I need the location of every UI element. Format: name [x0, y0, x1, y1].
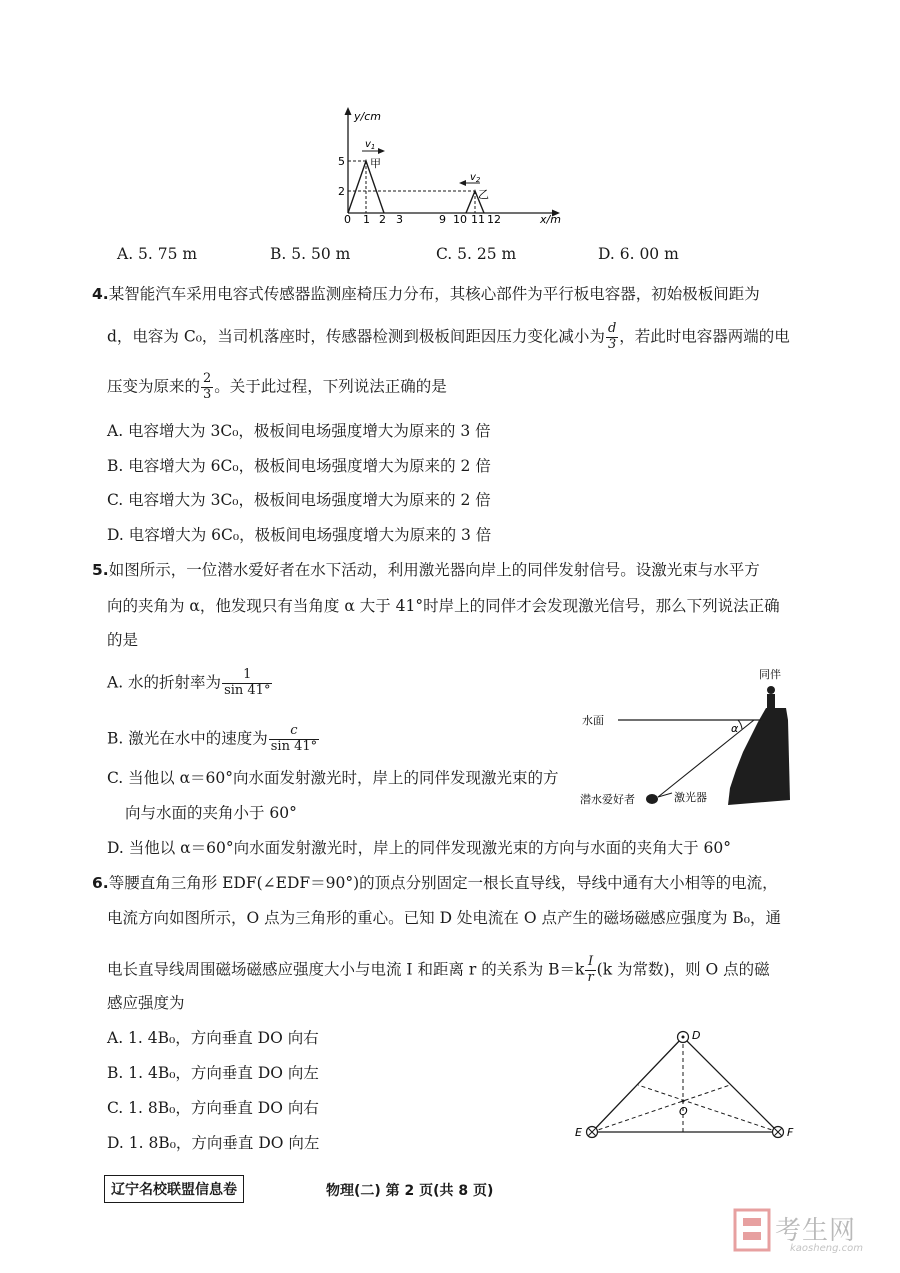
q5-option-b: B. 激光在水中的速度为 $\frac{c}{\sin 41^\circ}$	[107, 723, 318, 754]
footer-page-info: 物理(二) 第 2 页(共 8 页)	[326, 1183, 494, 1199]
q4-fraction-23: $\frac{2}{3}$	[203, 371, 212, 402]
v2-label: v	[470, 172, 476, 183]
q6-stem-line2: 电流方向如图所示，O 点为三角形的重心。已知 D 处电流在 O 点产生的磁场磁感应强度为 B₀，通	[107, 909, 782, 927]
v2-sub: 2	[475, 176, 481, 184]
wave-b-label: 乙	[478, 188, 489, 201]
x-tick-10: 10	[453, 213, 467, 225]
footer-exam-name: 辽宁名校联盟信息卷	[104, 1175, 244, 1203]
q4-fraction-d3: $\frac{d}{3}$	[607, 321, 617, 352]
watermark-text: 考生网	[775, 1216, 857, 1246]
q6-stem-line4: 感应强度为	[107, 994, 185, 1012]
x-tick-2: 2	[379, 213, 386, 225]
q4-option-c: C. 电容增大为 3C₀，极板间电场强度增大为原来的 2 倍	[107, 491, 491, 509]
y-tick-5: 5	[338, 155, 345, 168]
label-d: D	[692, 1029, 701, 1042]
x-tick-11: 11	[471, 213, 485, 225]
q6-stem-line3: 电长直导线周围磁场磁感应强度大小与电流 I 和距离 r 的关系为 B＝k $\frac{I}{r}$ (k 为常数)，则 O 点的磁	[107, 954, 770, 985]
q5-option-d: D. 当他以 α＝60°向水面发射激光时，岸上的同伴发现激光束的方向与水面的夹角大于 60°	[107, 839, 731, 857]
q6-option-b: B. 1. 4B₀，方向垂直 DO 向左	[107, 1064, 319, 1082]
watermark-logo-icon	[733, 1208, 771, 1252]
q3-option-a: A. 5. 75 m	[117, 245, 198, 263]
centroid-o	[682, 1100, 685, 1103]
svg-text:v1	[365, 139, 375, 151]
companion-body	[767, 694, 775, 708]
companion-label: 同伴	[759, 668, 781, 681]
y-axis-label: y/cm	[354, 110, 381, 123]
wave-a-label: 甲	[370, 157, 381, 170]
y-tick-2: 2	[338, 185, 345, 198]
q3-option-b: B. 5. 50 m	[270, 245, 351, 263]
water-label: 水面	[582, 714, 604, 727]
svg-text:v2	[470, 172, 481, 184]
q4-option-d: D. 电容增大为 6C₀，极板间电场强度增大为原来的 3 倍	[107, 526, 492, 544]
q6-stem-line1: 6.等腰直角三角形 EDF(∠EDF＝90°)的顶点分别固定一根长直导线，导线中通有大小相等的电流，	[92, 874, 778, 892]
q5-option-a: A. 水的折射率为 $\frac{1}{\sin 41^\circ}$	[107, 667, 271, 698]
watermark-url: kaosheng.com	[790, 1243, 863, 1254]
x-tick-12: 12	[487, 213, 501, 225]
q5-fraction-a: $\frac{1}{\sin 41^\circ}$	[224, 667, 271, 698]
q5-option-c-line2: 向与水面的夹角小于 60°	[125, 804, 297, 822]
q4-number: 4.	[92, 285, 109, 303]
q6-option-d: D. 1. 8B₀，方向垂直 DO 向左	[107, 1134, 320, 1152]
q5-stem-line3: 的是	[107, 631, 139, 649]
q4-option-a: A. 电容增大为 3C₀，极板间电场强度增大为原来的 3 倍	[107, 422, 491, 440]
x-tick-9: 9	[439, 213, 446, 225]
v1-label: v	[365, 139, 371, 150]
x-axis-label: x/m	[540, 213, 561, 225]
q6-number: 6.	[92, 874, 109, 892]
diver	[646, 794, 658, 804]
q4-stem-line1: 4.某智能汽车采用电容式传感器监测座椅压力分布，其核心部件为平行板电容器，初始极板间距为	[92, 285, 760, 303]
x-tick-3: 3	[396, 213, 403, 225]
label-o: O	[679, 1105, 688, 1118]
alpha-label: α	[731, 722, 739, 735]
q5-option-c-line1: C. 当他以 α＝60°向水面发射激光时，岸上的同伴发现激光束的方	[107, 769, 559, 787]
diver-label: 潜水爱好者	[580, 793, 635, 806]
wave-graph	[330, 105, 570, 225]
label-f: F	[787, 1126, 794, 1139]
q4-stem-line2: d，电容为 C₀，当司机落座时，传感器检测到极板间距因压力变化减小为 $\frac{d}{3}$ ，若此时电容器两端的电	[107, 321, 790, 352]
triangle-wires-figure	[568, 1025, 808, 1150]
q6-option-a: A. 1. 4B₀，方向垂直 DO 向右	[107, 1029, 319, 1047]
x-tick-0: 0	[344, 213, 351, 225]
q4-stem-line3: 压变为原来的 $\frac{2}{3}$ 。关于此过程，下列说法正确的是	[107, 371, 447, 402]
q5-stem-line2: 向的夹角为 α，他发现只有当角度 α 大于 41°时岸上的同伴才会发现激光信号，那么下列说法正确	[107, 597, 780, 615]
q3-option-c: C. 5. 25 m	[436, 245, 517, 263]
q3-option-d: D. 6. 00 m	[598, 245, 679, 263]
q5-number: 5.	[92, 561, 109, 579]
laser-label: 激光器	[674, 791, 707, 804]
q5-fraction-b: $\frac{c}{\sin 41^\circ}$	[270, 723, 318, 754]
x-tick-1: 1	[363, 213, 370, 225]
companion-head	[767, 686, 775, 694]
q5-stem-line1: 5.如图所示，一位潜水爱好者在水下活动，利用激光器向岸上的同伴发射信号。设激光束与水平方	[92, 561, 760, 579]
q6-option-c: C. 1. 8B₀，方向垂直 DO 向右	[107, 1099, 319, 1117]
v1-sub: 1	[370, 143, 376, 151]
diver-laser-figure	[578, 660, 798, 815]
q6-fraction-ir: $\frac{I}{r}$	[587, 954, 594, 985]
label-e: E	[575, 1126, 582, 1139]
q4-option-b: B. 电容增大为 6C₀，极板间电场强度增大为原来的 2 倍	[107, 457, 491, 475]
